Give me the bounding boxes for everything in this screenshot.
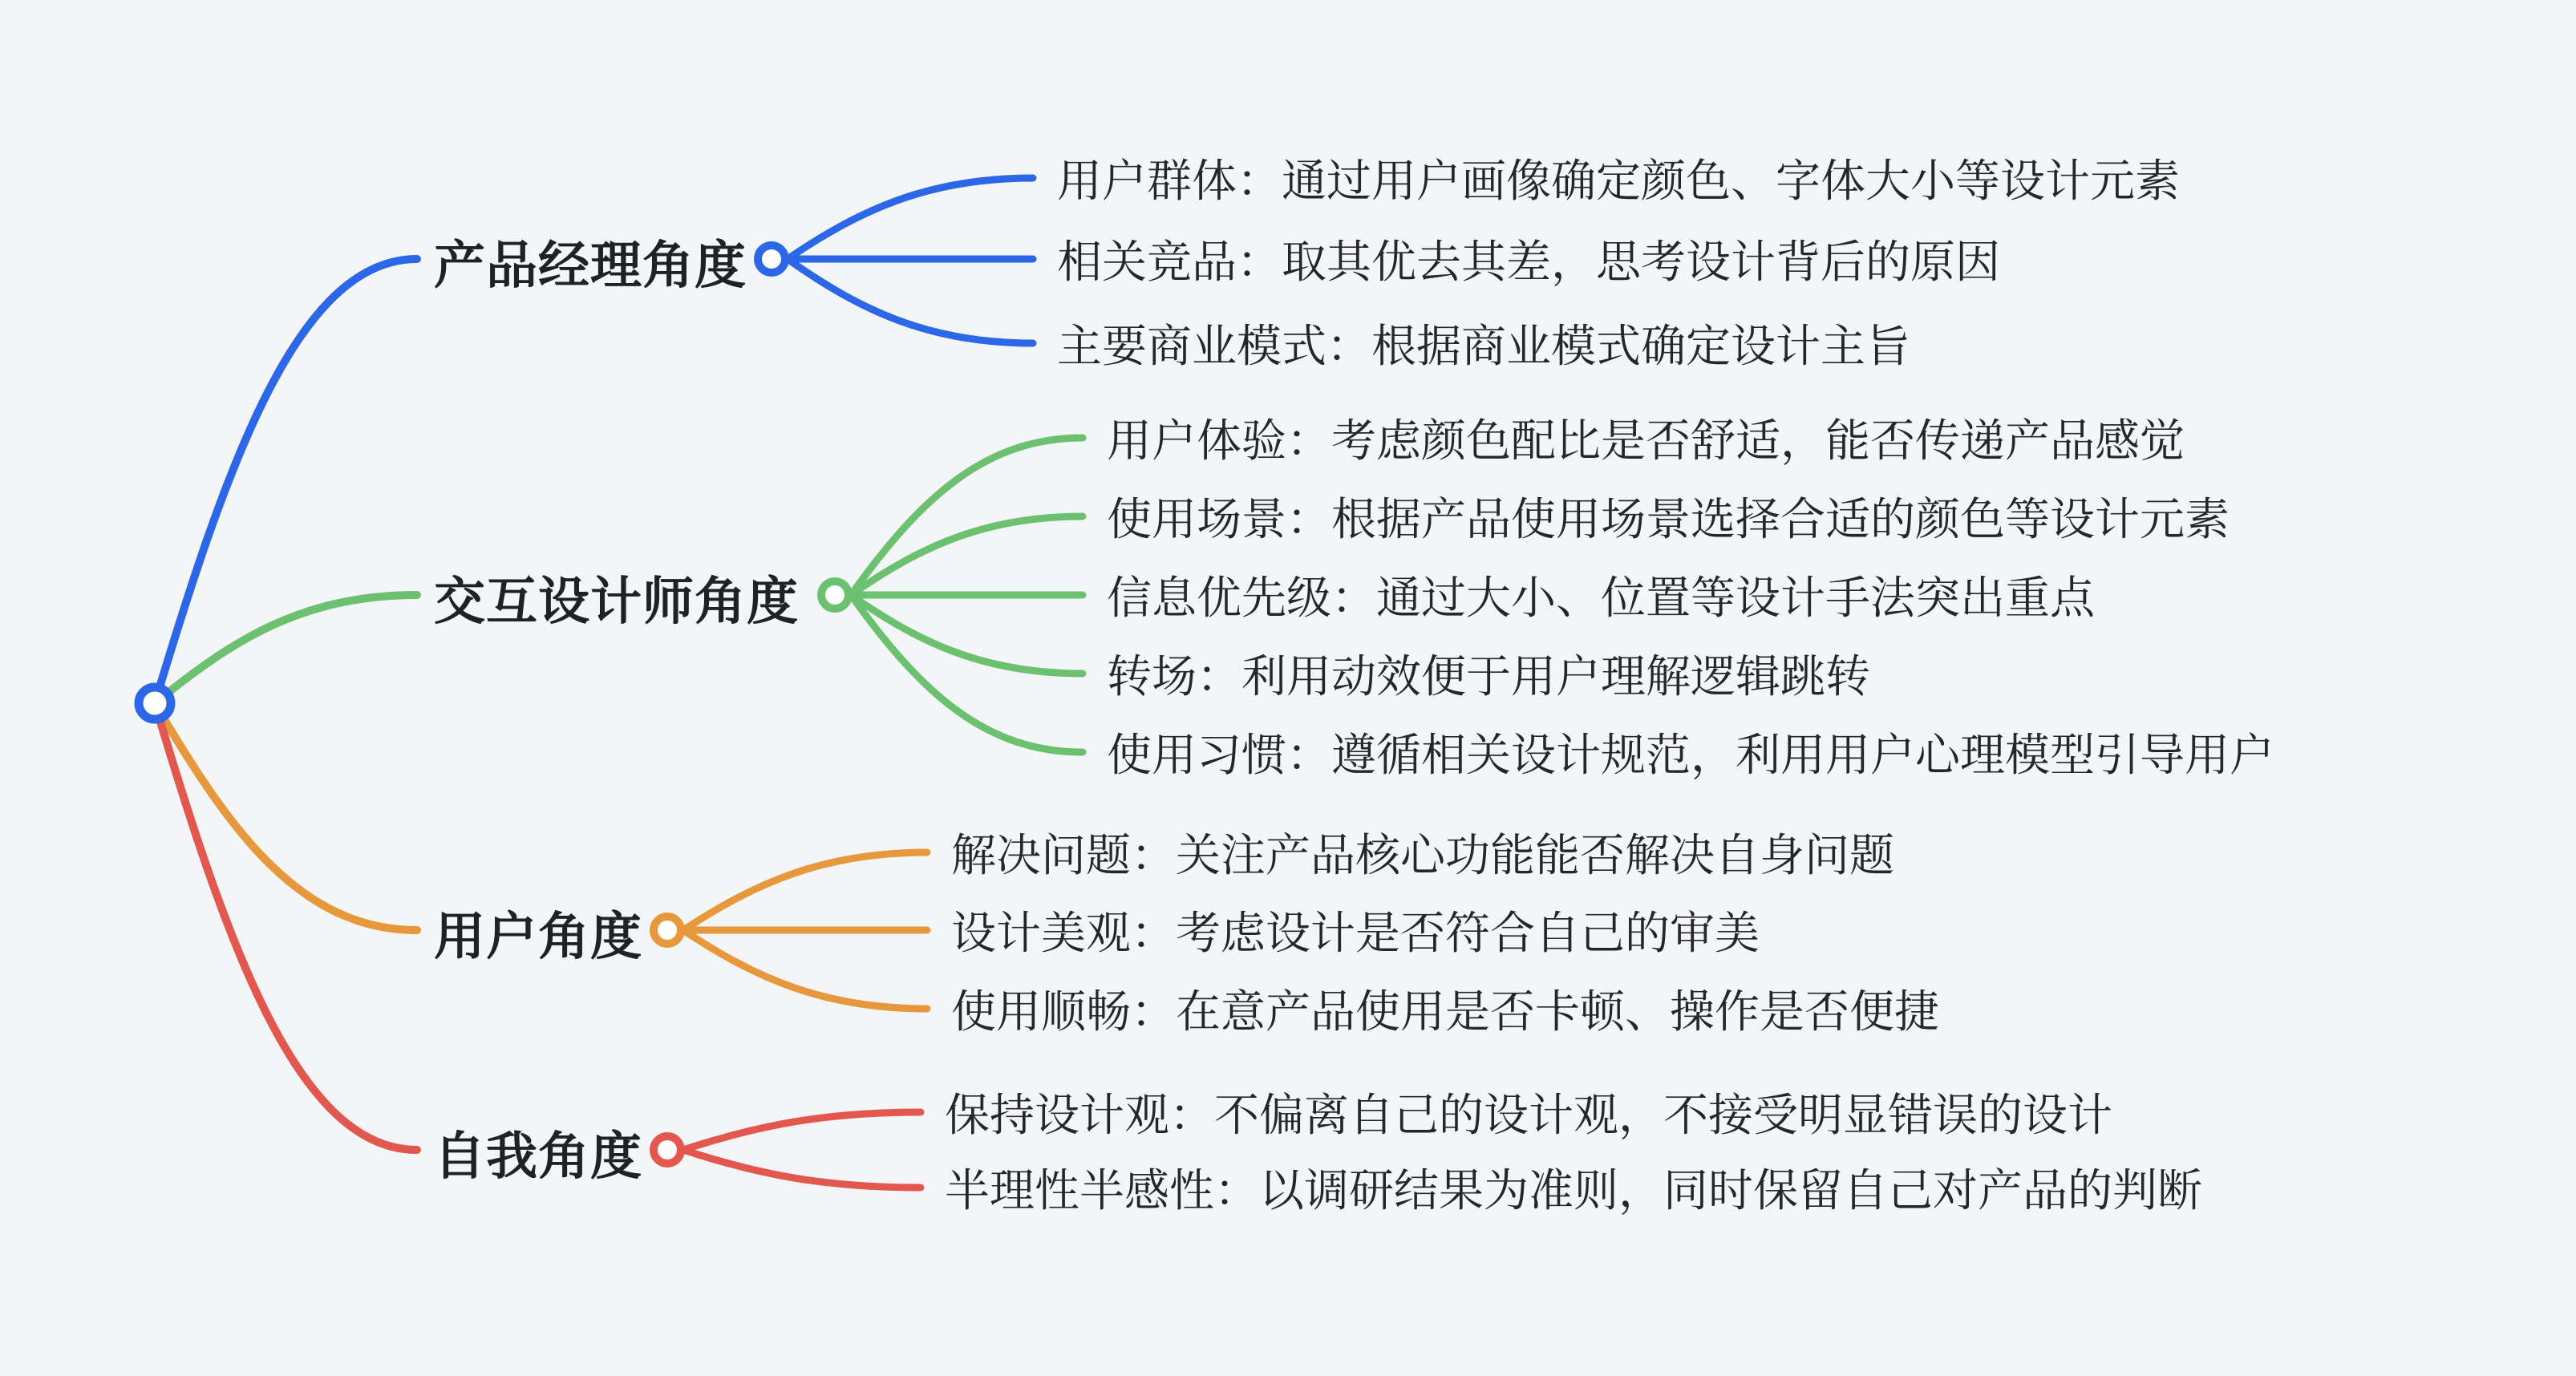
edge-product-manager-2 — [788, 259, 1033, 343]
root-node[interactable] — [139, 687, 171, 719]
branch-node-user[interactable] — [654, 917, 681, 944]
edge-self-0 — [683, 1112, 921, 1150]
branch-label-interaction-designer[interactable]: 交互设计师角度 — [434, 573, 799, 630]
child-topic-self-1[interactable]: 半理性半感性：以调研结果为准则，同时保留自己对产品的判断 — [945, 1165, 2202, 1216]
edge-root-product-manager — [155, 259, 417, 703]
child-topic-self-0[interactable]: 保持设计观：不偏离自己的设计观，不接受明显错误的设计 — [945, 1090, 2112, 1140]
child-topic-user-1[interactable]: 设计美观：考虑设计是否符合自己的审美 — [951, 908, 1760, 958]
child-topic-product-manager-1[interactable]: 相关竞品：取其优去其差，思考设计背后的原因 — [1057, 237, 2000, 287]
child-topic-product-manager-0[interactable]: 用户群体：通过用户画像确定颜色、字体大小等设计元素 — [1057, 156, 2180, 206]
branch-label-self[interactable]: 自我角度 — [434, 1127, 642, 1185]
child-topic-user-2[interactable]: 使用顺畅：在意产品使用是否卡顿、操作是否便捷 — [951, 986, 1939, 1037]
edge-root-interaction-designer — [155, 595, 417, 703]
child-topic-product-manager-2[interactable]: 主要商业模式：根据商业模式确定设计主旨 — [1057, 321, 1910, 371]
edge-interaction-designer-3 — [851, 595, 1083, 674]
branch-node-product-manager[interactable] — [758, 245, 785, 273]
child-topic-interaction-designer-3[interactable]: 转场：利用动效便于用户理解逻辑跳转 — [1107, 651, 1870, 702]
branch-label-product-manager[interactable]: 产品经理角度 — [434, 237, 747, 294]
edge-user-2 — [683, 930, 927, 1009]
child-topic-interaction-designer-2[interactable]: 信息优先级：通过大小、位置等设计手法突出重点 — [1107, 573, 2095, 623]
edge-self-1 — [683, 1150, 921, 1188]
child-topic-user-0[interactable]: 解决问题：关注产品核心功能能否解决自身问题 — [951, 830, 1894, 880]
child-topic-interaction-designer-1[interactable]: 使用场景：根据产品使用场景选择合适的颜色等设计元素 — [1107, 494, 2230, 544]
edge-product-manager-0 — [788, 178, 1033, 259]
child-topic-interaction-designer-4[interactable]: 使用习惯：遵循相关设计规范，利用用户心理模型引导用户 — [1107, 730, 2274, 780]
branch-label-user[interactable]: 用户角度 — [434, 908, 642, 965]
edge-user-0 — [683, 852, 927, 930]
branch-node-interaction-designer[interactable] — [821, 581, 849, 609]
branch-node-self[interactable] — [654, 1136, 681, 1164]
child-topic-interaction-designer-0[interactable]: 用户体验：考虑颜色配比是否舒适，能否传递产品感觉 — [1107, 415, 2185, 466]
edge-interaction-designer-1 — [851, 516, 1083, 595]
